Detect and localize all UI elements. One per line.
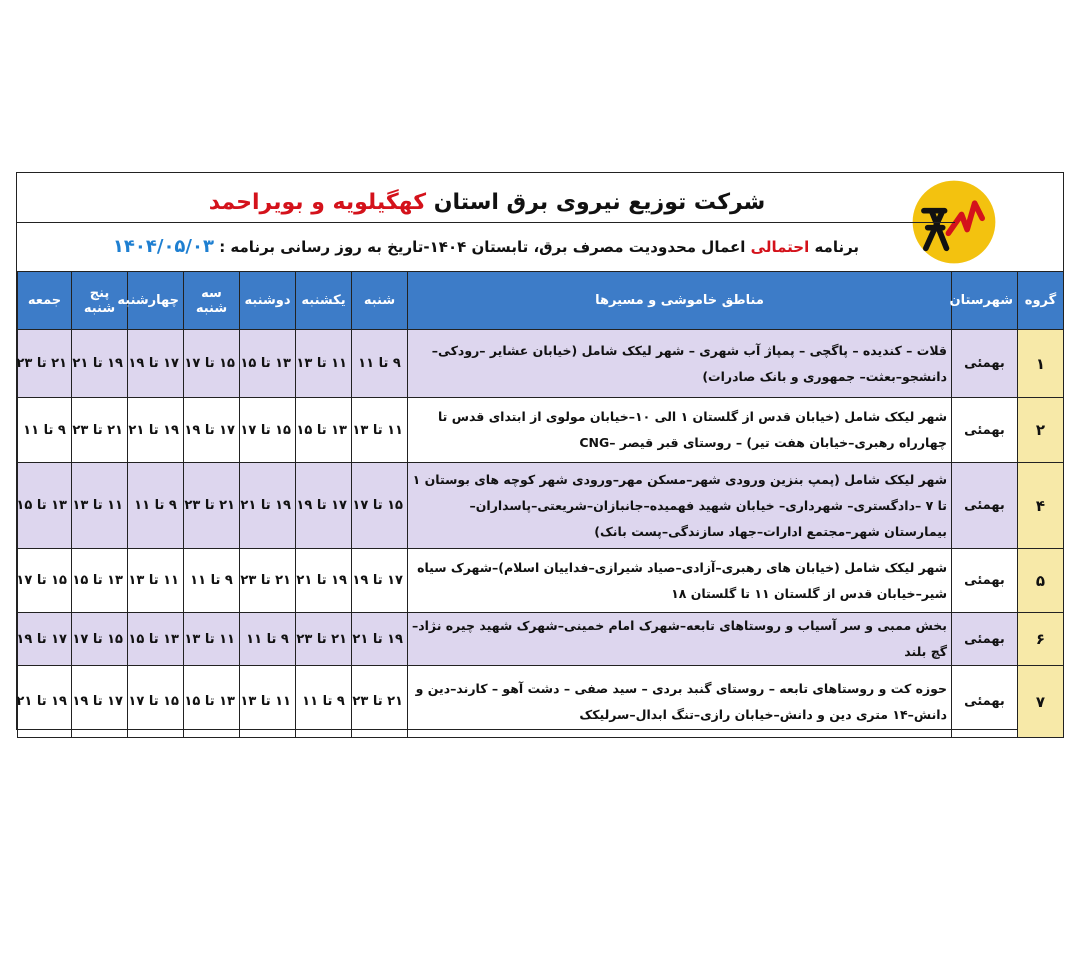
time-slot: ۲۱ تا ۲۳	[18, 330, 72, 398]
time-slot: ۹ تا ۱۱	[240, 613, 296, 666]
time-slot: ۱۷ تا ۱۹	[18, 613, 72, 666]
subtitle-probable: احتمالی	[750, 238, 810, 256]
city-name: بهمئی	[952, 613, 1018, 666]
table-row	[18, 463, 1064, 549]
time-slot: ۱۱ تا ۱۳	[240, 666, 296, 738]
column-header-day: سه شنبه	[184, 272, 240, 330]
city-name: بهمئی	[952, 330, 1018, 398]
city-name: بهمئی	[952, 666, 1018, 738]
subtitle-text: اعمال محدودیت مصرف برق، تابستان ۱۴۰۴-تاریخ به روز رسانی برنامه :	[219, 238, 746, 256]
column-header-day: شنبه	[352, 272, 408, 330]
page-subtitle	[17, 227, 955, 267]
time-slot: ۱۷ تا ۱۹	[184, 398, 240, 463]
time-slot: ۹ تا ۱۱	[352, 330, 408, 398]
time-slot: ۱۱ تا ۱۳	[72, 463, 128, 549]
time-slot: ۱۹ تا ۲۱	[18, 666, 72, 738]
column-header-day: دوشنبه	[240, 272, 296, 330]
time-slot: ۱۵ تا ۱۷	[240, 398, 296, 463]
time-slot: ۱۳ تا ۱۵	[184, 666, 240, 738]
city-name: بهمئی	[952, 549, 1018, 613]
group-number: ۶	[1018, 613, 1064, 666]
time-slot: ۱۳ تا ۱۵	[296, 398, 352, 463]
time-slot: ۱۹ تا ۲۱	[296, 549, 352, 613]
outage-schedule-table	[17, 271, 1064, 738]
group-number: ۵	[1018, 549, 1064, 613]
table-row	[18, 613, 1064, 666]
column-header-day: چهارشنبه	[128, 272, 184, 330]
time-slot: ۱۱ تا ۱۳	[352, 398, 408, 463]
time-slot: ۱۳ تا ۱۵	[240, 330, 296, 398]
outage-areas: حوزه کت و روستاهای تابعه – روستای گنبد بردی – سید صفی – دشت آهو – کارند–دین و دانش–۱۴ متری دین و دانش–خیابان رازی–تنگ ابدال–سرلیکک	[408, 666, 952, 738]
time-slot: ۱۱ تا ۱۳	[296, 330, 352, 398]
time-slot: ۱۹ تا ۲۱	[240, 463, 296, 549]
title-company: شرکت توزیع نیروی برق استان	[433, 190, 766, 215]
group-number: ۲	[1018, 398, 1064, 463]
time-slot: ۱۷ تا ۱۹	[128, 330, 184, 398]
title-province: کهگیلویه و بویراحمد	[208, 190, 427, 215]
time-slot: ۱۹ تا ۲۱	[128, 398, 184, 463]
time-slot: ۱۹ تا ۲۱	[352, 613, 408, 666]
time-slot: ۱۷ تا ۱۹	[72, 666, 128, 738]
city-name: بهمئی	[952, 463, 1018, 549]
schedule-sheet	[16, 172, 1064, 730]
table-row	[18, 666, 1064, 738]
time-slot: ۲۱ تا ۲۳	[352, 666, 408, 738]
subtitle-prefix: برنامه	[814, 238, 860, 256]
time-slot: ۱۳ تا ۱۵	[72, 549, 128, 613]
outage-areas: قلات – کندیده – پاگچی – پمپاژ آب شهری – شهر لیکک شامل (خیابان عشایر –رودکی–دانشجو–بعثت– جمهوری و بانک صادرات)	[408, 330, 952, 398]
outage-areas: شهر لیکک شامل (خیابان های رهبری–آزادی–صیاد شیرازی–فداییان اسلام)–شهرک سیاه شیر–خیابان قدس از گلستان ۱۱ تا گلستان ۱۸	[408, 549, 952, 613]
time-slot: ۹ تا ۱۱	[296, 666, 352, 738]
time-slot: ۱۵ تا ۱۷	[128, 666, 184, 738]
time-slot: ۲۱ تا ۲۳	[240, 549, 296, 613]
time-slot: ۱۵ تا ۱۷	[18, 549, 72, 613]
time-slot: ۱۱ تا ۱۳	[184, 613, 240, 666]
time-slot: ۱۹ تا ۲۱	[72, 330, 128, 398]
time-slot: ۱۵ تا ۱۷	[184, 330, 240, 398]
time-slot: ۱۳ تا ۱۵	[128, 613, 184, 666]
time-slot: ۱۷ تا ۱۹	[352, 549, 408, 613]
group-number: ۴	[1018, 463, 1064, 549]
outage-areas: بخش ممبی و سر آسیاب و روستاهای تابعه–شهرک امام خمینی–شهرک شهید چیره نژاد–گچ بلند	[408, 613, 952, 666]
table-row	[18, 549, 1064, 613]
city-name: بهمئی	[952, 398, 1018, 463]
document-header	[17, 173, 1063, 272]
time-slot: ۱۱ تا ۱۳	[128, 549, 184, 613]
update-date: ۱۴۰۴/۰۵/۰۳	[112, 236, 214, 257]
time-slot: ۱۵ تا ۱۷	[352, 463, 408, 549]
column-header-day: جمعه	[18, 272, 72, 330]
outage-areas: شهر لیکک شامل (پمپ بنزین ورودی شهر–مسکن مهر–ورودی شهر کوچه های بوستان ۱ تا ۷ –دادگستری– شهرداری– خیابان شهید فهمیده–جانبازان–شریعتی–پاسداران–بیمارستان شهر–مجتمع ادارات–جهاد سازندگی–پست بانک)	[408, 463, 952, 549]
column-header-areas: مناطق خاموشی و مسیرها	[408, 272, 952, 330]
page-title	[17, 181, 957, 225]
time-slot: ۲۱ تا ۲۳	[296, 613, 352, 666]
outage-areas: شهر لیکک شامل (خیابان قدس از گلستان ۱ الی ۱۰–خیابان مولوی از ابتدای قدس تا چهارراه رهبری–خیابان هفت تیر) – روستای قبر قیصر –CNG	[408, 398, 952, 463]
time-slot: ۹ تا ۱۱	[128, 463, 184, 549]
time-slot: ۹ تا ۱۱	[18, 398, 72, 463]
table-row	[18, 330, 1064, 398]
column-header-group: گروه	[1018, 272, 1064, 330]
header-divider	[17, 222, 955, 223]
time-slot: ۱۷ تا ۱۹	[296, 463, 352, 549]
time-slot: ۲۱ تا ۲۳	[72, 398, 128, 463]
table-row	[18, 398, 1064, 463]
table-header-row	[18, 272, 1064, 330]
time-slot: ۹ تا ۱۱	[184, 549, 240, 613]
column-header-city: شهرستان	[952, 272, 1018, 330]
column-header-day: پنج شنبه	[72, 272, 128, 330]
time-slot: ۲۱ تا ۲۳	[184, 463, 240, 549]
group-number: ۱	[1018, 330, 1064, 398]
group-number: ۷	[1018, 666, 1064, 738]
time-slot: ۱۳ تا ۱۵	[18, 463, 72, 549]
column-header-day: یکشنبه	[296, 272, 352, 330]
time-slot: ۱۵ تا ۱۷	[72, 613, 128, 666]
